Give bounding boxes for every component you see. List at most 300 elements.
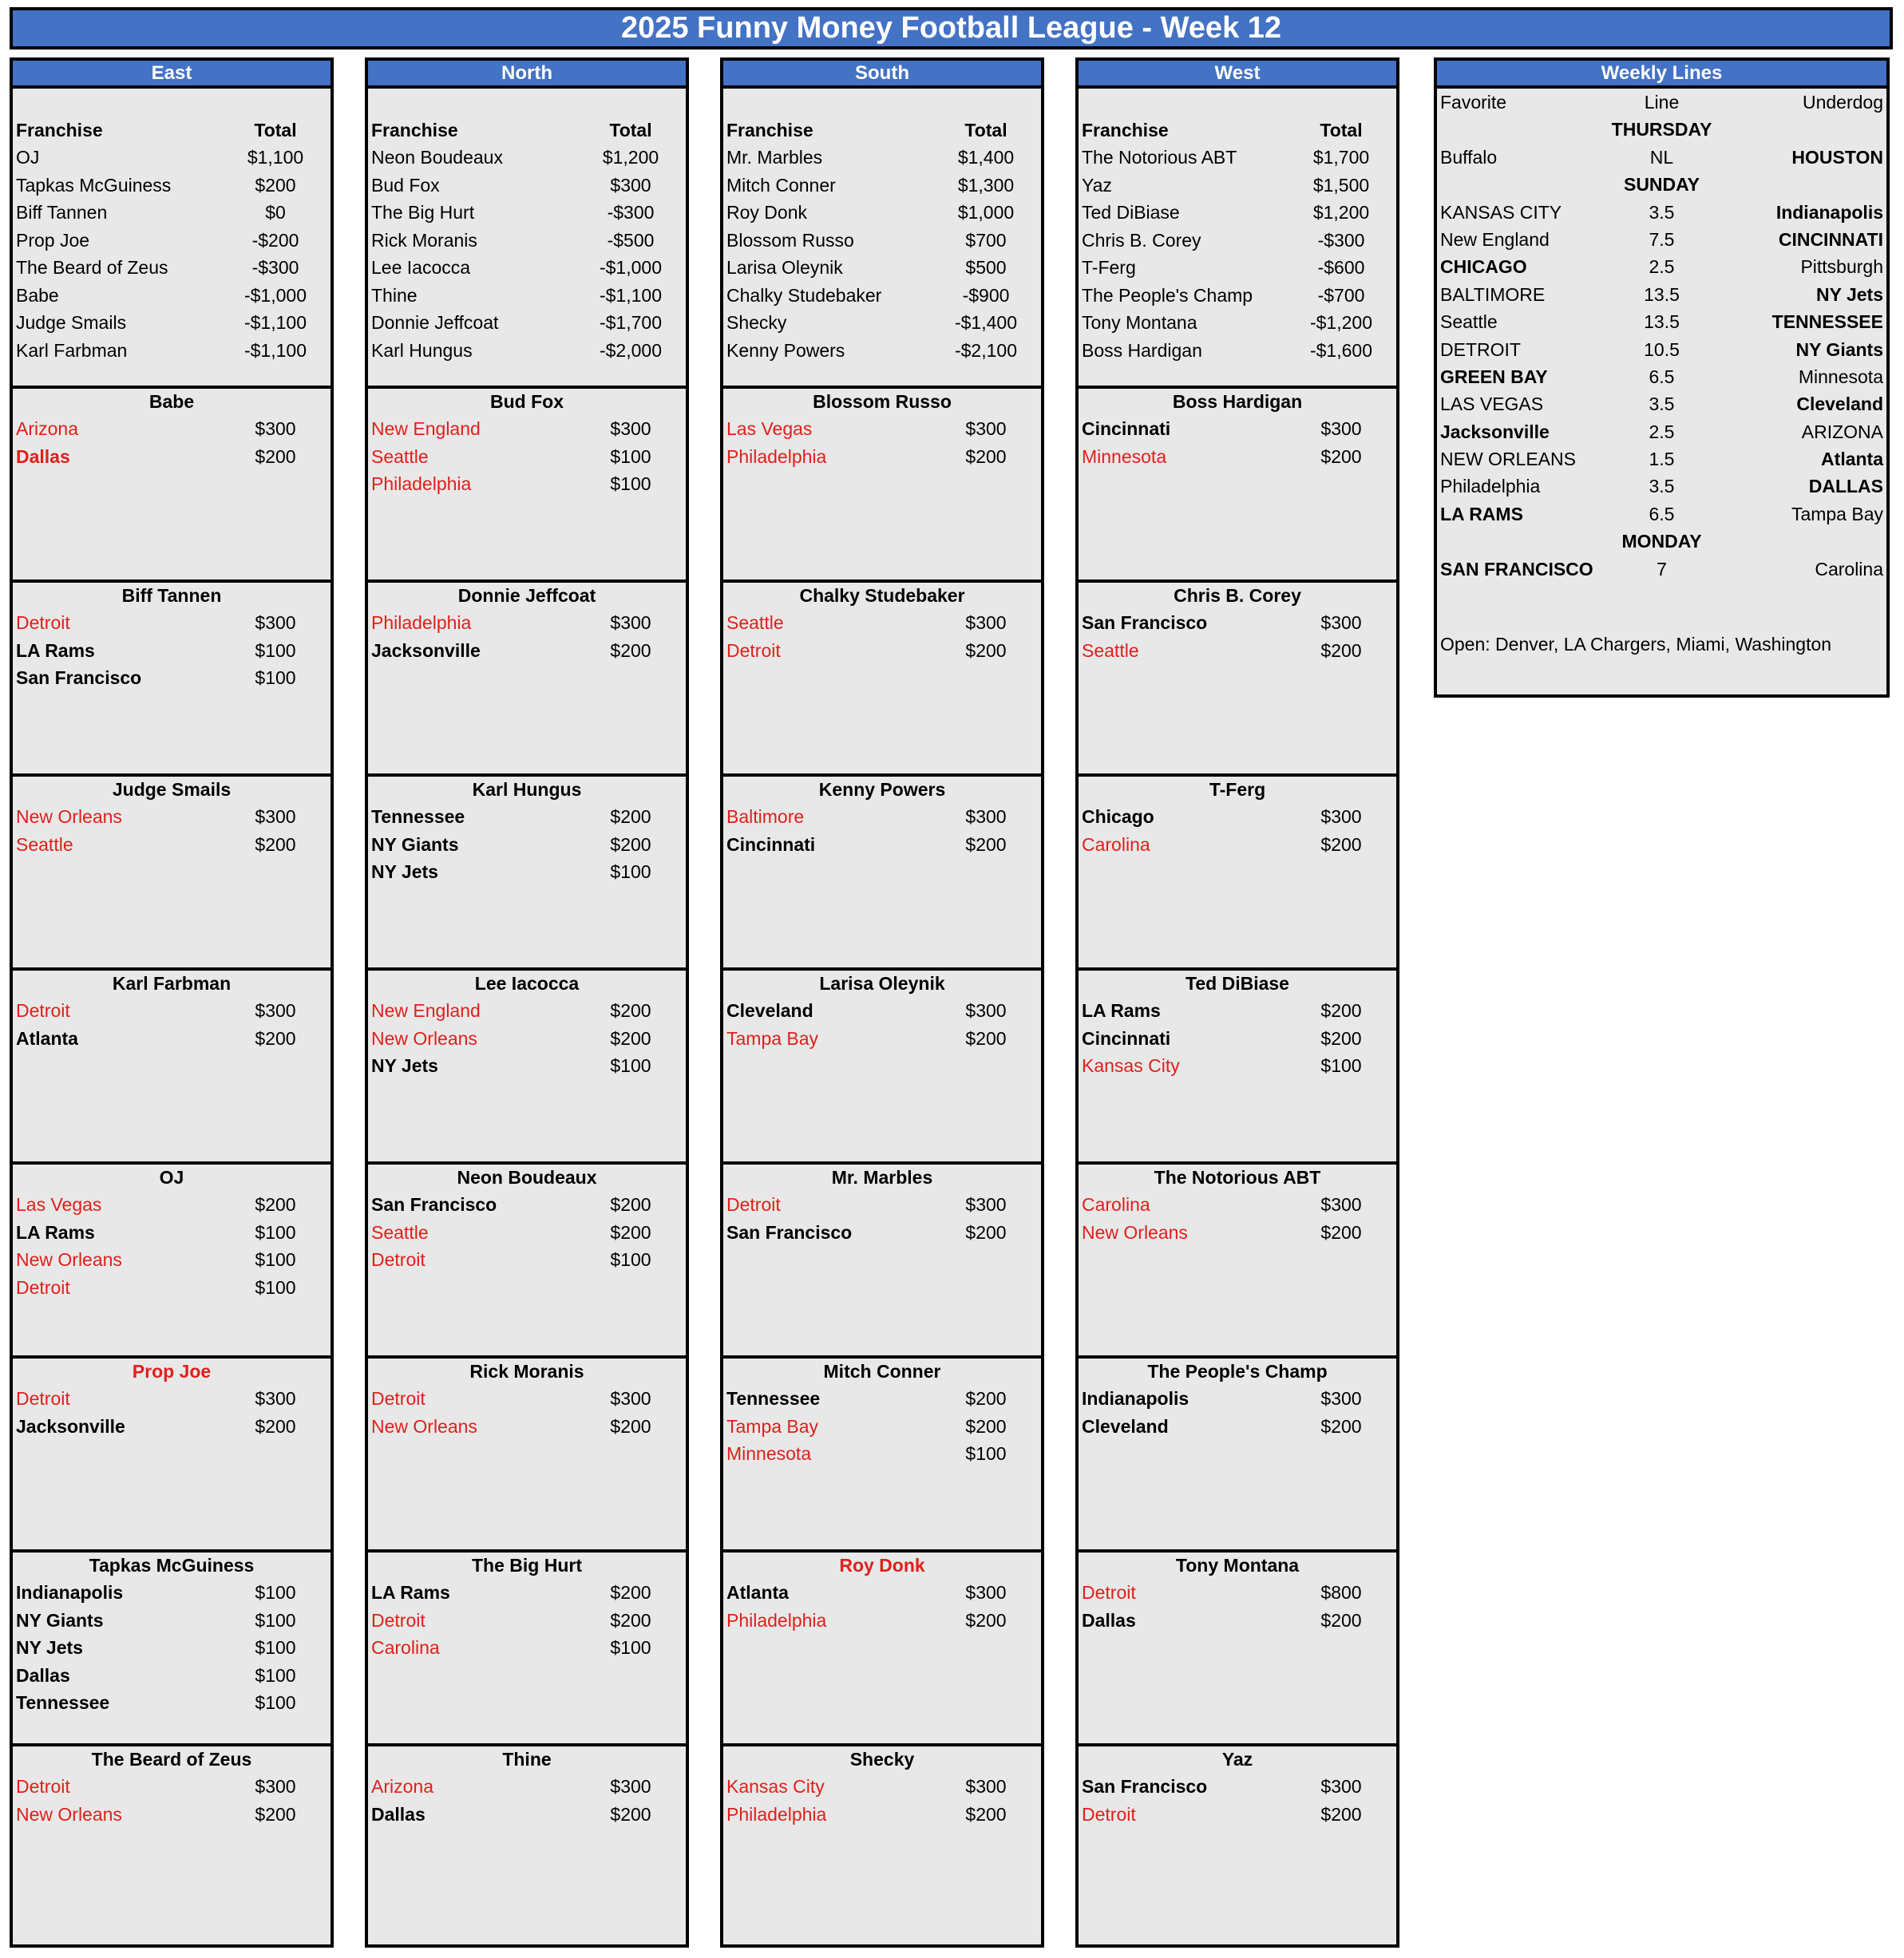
line-row xyxy=(1437,308,1886,335)
franchise-picks-box xyxy=(13,777,331,971)
pick-row xyxy=(1079,831,1396,859)
pick-row xyxy=(1079,997,1396,1025)
franchise-total: $1,200 xyxy=(602,147,659,168)
franchise-total: -$1,000 xyxy=(243,284,307,306)
standings-row xyxy=(723,144,1041,172)
franchise-total: -$700 xyxy=(1317,284,1365,306)
franchise-name: Prop Joe xyxy=(16,229,90,251)
franchise-owner: The People's Champ xyxy=(1147,1361,1328,1382)
franchise-owner: Blossom Russo xyxy=(813,391,952,412)
favorite-team: KANSAS CITY xyxy=(1440,201,1562,223)
pick-amount: $100 xyxy=(255,1249,296,1270)
standings-row xyxy=(1079,199,1396,227)
franchise-name: Tapkas McGuiness xyxy=(16,174,172,196)
franchise-total: $1,100 xyxy=(247,147,304,168)
pick-team: Tampa Bay xyxy=(726,1027,819,1049)
franchise-owner: Karl Farbman xyxy=(112,973,232,994)
franchise-header: Franchise xyxy=(1082,119,1169,140)
point-spread: 7.5 xyxy=(1649,228,1675,250)
franchise-picks-box xyxy=(1079,971,1396,1165)
pick-team: San Francisco xyxy=(1082,612,1208,633)
pick-row xyxy=(13,1219,331,1247)
franchise-picks-box xyxy=(1079,1165,1396,1359)
pick-amount: $200 xyxy=(610,1027,651,1049)
pick-team: Carolina xyxy=(371,1637,440,1658)
franchise-total: $0 xyxy=(265,202,286,223)
standings-row xyxy=(723,282,1041,310)
franchise-total: -$1,600 xyxy=(1309,339,1372,361)
pick-row xyxy=(13,415,331,443)
franchise-owner: Tony Montana xyxy=(1175,1555,1300,1576)
franchise-owner: Bud Fox xyxy=(490,391,564,412)
pick-row xyxy=(1079,1579,1396,1607)
underdog-team: Carolina xyxy=(1815,558,1883,579)
pick-team: Carolina xyxy=(1082,1194,1150,1215)
pick-team: Detroit xyxy=(16,612,70,633)
pick-team: Cleveland xyxy=(726,1000,813,1021)
favorite-team: LA RAMS xyxy=(1440,503,1523,524)
franchise-total: -$1,100 xyxy=(599,284,662,306)
pick-row xyxy=(1079,1219,1396,1247)
pick-row xyxy=(368,1579,686,1607)
franchise-owner: Judge Smails xyxy=(112,779,232,800)
pick-row xyxy=(723,831,1041,859)
pick-amount: $300 xyxy=(965,1582,1007,1603)
pick-row xyxy=(723,415,1041,443)
pick-team: San Francisco xyxy=(371,1194,497,1215)
pick-amount: $300 xyxy=(255,806,296,827)
standings-row xyxy=(1079,309,1396,337)
franchise-name: Larisa Oleynik xyxy=(726,257,843,278)
franchise-name: The Beard of Zeus xyxy=(16,257,168,278)
franchise-owner: The Beard of Zeus xyxy=(91,1749,252,1770)
franchise-owner: Mr. Marbles xyxy=(831,1167,933,1188)
franchise-picks-box xyxy=(368,1165,686,1359)
day-label: THURSDAY xyxy=(1611,119,1712,140)
pick-amount: $300 xyxy=(610,1776,651,1797)
franchise-owner: Mitch Conner xyxy=(823,1361,941,1382)
pick-amount: $200 xyxy=(1320,1027,1362,1049)
franchise-name: Lee Iacocca xyxy=(371,257,471,278)
franchise-name: Mitch Conner xyxy=(726,174,836,196)
total-header: Total xyxy=(254,119,297,140)
division-body xyxy=(1075,85,1399,1948)
pick-amount: $100 xyxy=(255,639,296,661)
pick-row xyxy=(723,1025,1041,1053)
lines-column-headers xyxy=(1437,89,1886,116)
franchise-total: -$2,000 xyxy=(599,339,662,361)
pick-team: Tennessee xyxy=(16,1692,110,1713)
pick-team: Indianapolis xyxy=(16,1582,124,1603)
pick-amount: $200 xyxy=(255,1415,296,1437)
line-row xyxy=(1437,253,1886,280)
pick-team: Detroit xyxy=(16,1000,70,1021)
pick-team: Detroit xyxy=(1082,1582,1136,1603)
standings-row xyxy=(723,337,1041,365)
pick-amount: $300 xyxy=(610,1388,651,1409)
pick-amount: $200 xyxy=(255,1803,296,1825)
standings-spacer xyxy=(1079,89,1396,117)
franchise-picks-box xyxy=(13,1359,331,1553)
pick-row xyxy=(723,1219,1041,1247)
standings-row xyxy=(13,172,331,200)
franchise-owner: Tapkas McGuiness xyxy=(89,1555,255,1576)
pick-team: Detroit xyxy=(1082,1803,1136,1825)
franchise-total: -$600 xyxy=(1317,257,1365,278)
pick-row xyxy=(368,1191,686,1219)
pick-team: Dallas xyxy=(1082,1609,1136,1631)
franchise-name: Mr. Marbles xyxy=(726,147,823,168)
pick-amount: $300 xyxy=(1320,1776,1362,1797)
franchise-name: Chalky Studebaker xyxy=(726,284,882,306)
franchise-name: Yaz xyxy=(1082,174,1112,196)
pick-row xyxy=(13,1274,331,1302)
pick-team: Detroit xyxy=(371,1388,426,1409)
pick-amount: $300 xyxy=(965,612,1007,633)
point-spread: 2.5 xyxy=(1649,421,1675,442)
underdog-team: NY Giants xyxy=(1795,338,1883,360)
pick-amount: $200 xyxy=(1320,1221,1362,1243)
pick-row xyxy=(1079,415,1396,443)
pick-amount: $100 xyxy=(255,1609,296,1631)
franchise-name: Tony Montana xyxy=(1082,312,1197,333)
standings-row xyxy=(368,337,686,365)
pick-team: Cincinnati xyxy=(1082,418,1171,439)
pick-amount: $100 xyxy=(610,1249,651,1270)
standings-row xyxy=(13,337,331,365)
pick-row xyxy=(13,1689,331,1717)
pick-row xyxy=(1079,1801,1396,1829)
pick-amount: $100 xyxy=(255,1582,296,1603)
pick-team: Detroit xyxy=(16,1388,70,1409)
pick-amount: $100 xyxy=(255,667,296,688)
franchise-total: -$2,100 xyxy=(954,339,1017,361)
division-column-north xyxy=(365,57,689,1948)
pick-team: Philadelphia xyxy=(726,445,827,467)
point-spread: 3.5 xyxy=(1649,201,1675,223)
standings-row xyxy=(1079,282,1396,310)
standings-row xyxy=(723,309,1041,337)
total-header: Total xyxy=(1320,119,1363,140)
franchise-owner: Chris B. Corey xyxy=(1174,585,1301,606)
pick-amount: $200 xyxy=(1320,1803,1362,1825)
pick-row xyxy=(13,664,331,692)
pick-amount: $100 xyxy=(1320,1055,1362,1076)
point-spread: 2.5 xyxy=(1649,256,1675,278)
franchise-total: $1,300 xyxy=(957,174,1015,196)
underdog-team: Atlanta xyxy=(1821,449,1883,470)
pick-amount: $300 xyxy=(1320,418,1362,439)
franchise-owner: Thine xyxy=(502,1749,552,1770)
franchise-total: -$1,000 xyxy=(599,257,662,278)
franchise-picks-box xyxy=(723,1746,1041,1937)
franchise-name: Babe xyxy=(16,284,59,306)
franchise-total: -$1,100 xyxy=(243,312,307,333)
pick-team: New England xyxy=(371,418,481,439)
pick-amount: $200 xyxy=(965,1221,1007,1243)
franchise-header: Franchise xyxy=(726,119,813,140)
pick-team: LA Rams xyxy=(16,1221,95,1243)
standings-row xyxy=(13,144,331,172)
pick-row xyxy=(368,1025,686,1053)
pick-team: Detroit xyxy=(371,1249,426,1270)
pick-row xyxy=(368,637,686,665)
pick-row xyxy=(1079,609,1396,637)
franchise-total: -$300 xyxy=(1317,229,1365,251)
standings-spacer xyxy=(368,89,686,117)
pick-row xyxy=(723,1413,1041,1441)
line-row xyxy=(1437,445,1886,473)
line-row xyxy=(1437,390,1886,417)
pick-row xyxy=(368,1634,686,1662)
pick-row xyxy=(1079,1191,1396,1219)
pick-amount: $300 xyxy=(255,612,296,633)
pick-team: Minnesota xyxy=(726,1443,812,1464)
pick-row xyxy=(368,1607,686,1635)
pick-amount: $100 xyxy=(610,861,651,882)
pick-team: San Francisco xyxy=(1082,1776,1208,1797)
pick-row xyxy=(13,1385,331,1413)
pick-team: Kansas City xyxy=(1082,1055,1180,1076)
total-header: Total xyxy=(964,119,1007,140)
pick-row xyxy=(1079,1052,1396,1080)
pick-amount: $200 xyxy=(965,1027,1007,1049)
point-spread: NL xyxy=(1649,146,1674,168)
franchise-name: Neon Boudeaux xyxy=(371,147,503,168)
franchise-owner: Rick Moranis xyxy=(469,1361,584,1382)
pick-amount: $300 xyxy=(965,1000,1007,1021)
pick-row xyxy=(368,1413,686,1441)
point-spread: 6.5 xyxy=(1649,366,1675,387)
franchise-total: -$1,200 xyxy=(1309,312,1372,333)
franchise-owner: The Notorious ABT xyxy=(1154,1167,1321,1188)
franchise-owner: Chalky Studebaker xyxy=(799,585,965,606)
pick-team: Cleveland xyxy=(1082,1415,1169,1437)
pick-amount: $200 xyxy=(1320,445,1362,467)
favorite-team: LAS VEGAS xyxy=(1440,394,1544,415)
pick-team: New Orleans xyxy=(16,1249,122,1270)
pick-team: Carolina xyxy=(1082,833,1150,855)
franchise-total: $1,000 xyxy=(957,202,1015,223)
pick-row xyxy=(1079,1773,1396,1801)
pick-amount: $200 xyxy=(255,445,296,467)
franchise-picks-box xyxy=(13,583,331,777)
point-spread: 6.5 xyxy=(1649,503,1675,524)
franchise-total: -$500 xyxy=(607,229,655,251)
franchise-name: T-Ferg xyxy=(1082,257,1136,278)
pick-amount: $200 xyxy=(965,833,1007,855)
pick-team: LA Rams xyxy=(16,639,95,661)
pick-row xyxy=(723,1801,1041,1829)
favorite-team: DETROIT xyxy=(1440,338,1521,360)
pick-row xyxy=(13,1607,331,1635)
franchise-name: The People's Champ xyxy=(1082,284,1253,306)
franchise-picks-box xyxy=(368,777,686,971)
underdog-team: Pittsburgh xyxy=(1800,256,1883,278)
pick-amount: $200 xyxy=(610,1609,651,1631)
franchise-owner: Donnie Jeffcoat xyxy=(457,585,596,606)
line-row xyxy=(1437,281,1886,308)
pick-team: NY Jets xyxy=(16,1637,83,1658)
franchise-total: -$1,400 xyxy=(954,312,1017,333)
franchise-total: -$1,700 xyxy=(599,312,662,333)
standings-table xyxy=(368,89,686,389)
underdog-team: Minnesota xyxy=(1798,366,1883,387)
franchise-picks-box xyxy=(368,971,686,1165)
division-body xyxy=(365,85,689,1948)
pick-team: New Orleans xyxy=(1082,1221,1188,1243)
pick-team: LA Rams xyxy=(371,1582,450,1603)
pick-row xyxy=(723,997,1041,1025)
pick-team: Jacksonville xyxy=(371,639,481,661)
favorite-team: BALTIMORE xyxy=(1440,283,1546,305)
pick-row xyxy=(368,609,686,637)
franchise-total: -$300 xyxy=(251,257,299,278)
pick-amount: $200 xyxy=(610,1415,651,1437)
standings-header-row xyxy=(13,117,331,144)
pick-amount: $200 xyxy=(610,1221,651,1243)
pick-row xyxy=(13,1773,331,1801)
franchise-picks-box xyxy=(723,777,1041,971)
pick-row xyxy=(368,443,686,471)
pick-row xyxy=(723,637,1041,665)
franchise-name: Donnie Jeffcoat xyxy=(371,312,499,333)
standings-row xyxy=(723,199,1041,227)
pick-row xyxy=(723,1191,1041,1219)
pick-amount: $200 xyxy=(610,1803,651,1825)
pick-team: Detroit xyxy=(726,1194,781,1215)
franchise-name: Karl Hungus xyxy=(371,339,473,361)
pick-amount: $300 xyxy=(965,418,1007,439)
standings-row xyxy=(723,172,1041,200)
pick-team: NY Giants xyxy=(371,833,459,855)
pick-team: NY Jets xyxy=(371,1055,438,1076)
favorite-team: CHICAGO xyxy=(1440,256,1527,278)
pick-row xyxy=(723,1773,1041,1801)
underdog-header: Underdog xyxy=(1802,92,1883,113)
pick-row xyxy=(13,443,331,471)
franchise-name: Ted DiBiase xyxy=(1082,202,1180,223)
standings-row xyxy=(368,227,686,255)
point-spread: 7 xyxy=(1657,558,1667,579)
pick-team: Seattle xyxy=(16,833,73,855)
line-header: Line xyxy=(1644,92,1680,113)
franchise-owner: Larisa Oleynik xyxy=(819,973,945,994)
pick-amount: $200 xyxy=(610,1194,651,1215)
franchise-name: The Big Hurt xyxy=(371,202,475,223)
pick-row xyxy=(1079,1385,1396,1413)
pick-team: Seattle xyxy=(726,612,784,633)
pick-team: Minnesota xyxy=(1082,445,1167,467)
pick-team: Atlanta xyxy=(16,1027,78,1049)
pick-row xyxy=(1079,1607,1396,1635)
weekly-lines-panel xyxy=(1434,57,1890,698)
line-row xyxy=(1437,199,1886,226)
favorite-team: Jacksonville xyxy=(1440,421,1550,442)
pick-amount: $200 xyxy=(1320,1609,1362,1631)
pick-amount: $300 xyxy=(255,418,296,439)
pick-team: New Orleans xyxy=(371,1415,477,1437)
standings-spacer xyxy=(13,89,331,117)
franchise-picks-box xyxy=(1079,389,1396,583)
favorite-team: SAN FRANCISCO xyxy=(1440,558,1593,579)
pick-row xyxy=(13,803,331,831)
franchise-picks-box xyxy=(1079,777,1396,971)
pick-row xyxy=(13,637,331,665)
franchise-name: Blossom Russo xyxy=(726,229,854,251)
standings-row xyxy=(368,282,686,310)
pick-team: Dallas xyxy=(371,1803,426,1825)
line-row xyxy=(1437,226,1886,253)
standings-row xyxy=(368,199,686,227)
underdog-team: NY Jets xyxy=(1816,283,1883,305)
favorite-team: Philadelphia xyxy=(1440,476,1541,497)
pick-team: Detroit xyxy=(16,1776,70,1797)
pick-row xyxy=(368,831,686,859)
franchise-picks-box xyxy=(723,971,1041,1165)
franchise-picks-box xyxy=(1079,583,1396,777)
point-spread: 1.5 xyxy=(1649,449,1675,470)
pick-team: San Francisco xyxy=(16,667,142,688)
pick-row xyxy=(368,1246,686,1274)
pick-team: NY Giants xyxy=(16,1609,104,1631)
pick-team: Las Vegas xyxy=(16,1194,102,1215)
franchise-owner: Karl Hungus xyxy=(472,779,582,800)
standings-table xyxy=(1079,89,1396,389)
pick-row xyxy=(13,1246,331,1274)
pick-team: Chicago xyxy=(1082,806,1154,827)
pick-amount: $200 xyxy=(255,833,296,855)
pick-amount: $100 xyxy=(610,1055,651,1076)
division-column-south xyxy=(720,57,1044,1948)
pick-row xyxy=(13,1025,331,1053)
franchise-picks-box xyxy=(368,583,686,777)
pick-amount: $100 xyxy=(610,473,651,494)
franchise-picks-box xyxy=(723,1359,1041,1553)
franchise-picks-box xyxy=(368,1553,686,1746)
pick-team: Tennessee xyxy=(371,806,465,827)
standings-row xyxy=(13,309,331,337)
standings-table xyxy=(13,89,331,389)
franchise-picks-box xyxy=(13,971,331,1165)
franchise-name: Kenny Powers xyxy=(726,339,845,361)
franchise-name: Bud Fox xyxy=(371,174,440,196)
pick-row xyxy=(1079,1413,1396,1441)
total-header: Total xyxy=(609,119,652,140)
standings-row xyxy=(368,144,686,172)
franchise-picks-box xyxy=(1079,1746,1396,1937)
day-label: SUNDAY xyxy=(1623,174,1700,196)
pick-team: Arizona xyxy=(16,418,78,439)
franchise-total: -$300 xyxy=(607,202,655,223)
pick-row xyxy=(13,1579,331,1607)
standings-row xyxy=(1079,337,1396,365)
standings-row xyxy=(723,227,1041,255)
line-row xyxy=(1437,418,1886,445)
pick-team: Philadelphia xyxy=(371,473,472,494)
franchise-owner: Neon Boudeaux xyxy=(457,1167,597,1188)
line-row xyxy=(1437,144,1886,171)
pick-row xyxy=(723,803,1041,831)
division-header: East xyxy=(10,57,334,85)
line-row xyxy=(1437,473,1886,500)
pick-team: Cincinnati xyxy=(1082,1027,1171,1049)
standings-row xyxy=(368,254,686,282)
pick-row xyxy=(723,443,1041,471)
franchise-picks-box xyxy=(13,1746,331,1937)
pick-amount: $300 xyxy=(965,806,1007,827)
pick-team: New Orleans xyxy=(16,806,122,827)
